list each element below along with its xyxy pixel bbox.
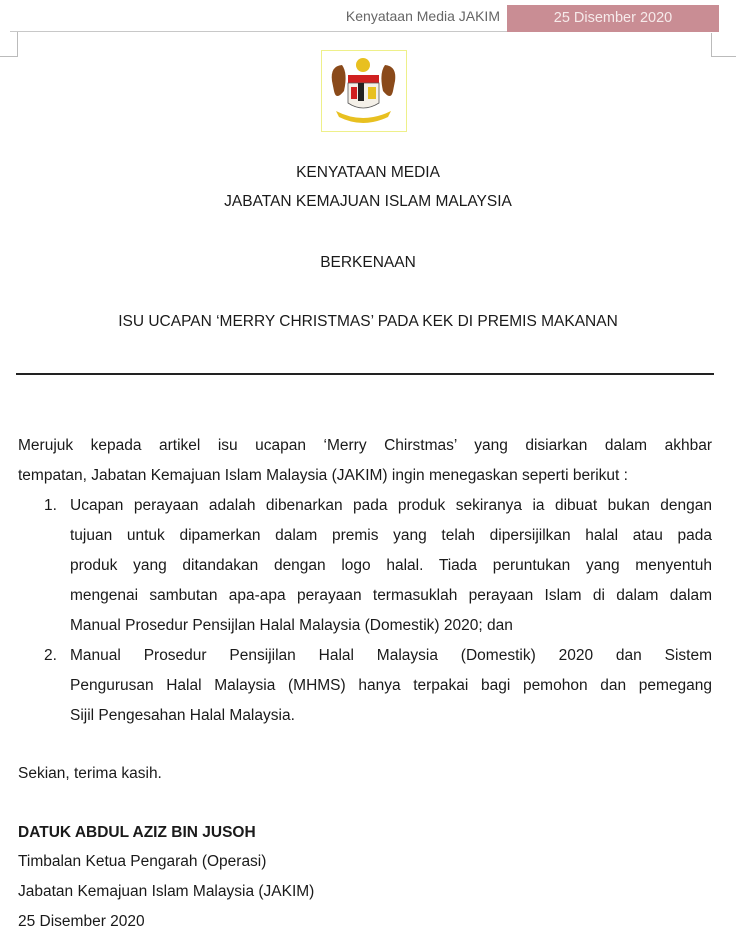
margin-mark-left-h — [0, 56, 18, 57]
title-line-3: BERKENAAN — [320, 254, 416, 271]
list-number: 1. — [44, 497, 57, 514]
header-label: Kenyataan Media JAKIM — [345, 8, 500, 24]
closing-text: Sekian, terima kasih. — [18, 765, 162, 782]
title-line-1: KENYATAAN MEDIA — [296, 164, 440, 181]
margin-mark-right-h — [711, 56, 736, 57]
header-date: 25 Disember 2020 — [507, 5, 719, 32]
signatory-position: Timbalan Ketua Pengarah (Operasi) — [18, 853, 267, 870]
list-item-line: tujuan untuk dipamerkan dalam premis yang telah dipersijilkan halal atau pada — [70, 527, 712, 544]
title-line-4: ISU UCAPAN ‘MERRY CHRISTMAS’ PADA KEK DI PREMIS MAKANAN — [118, 313, 618, 330]
title-line-2: JABATAN KEMAJUAN ISLAM MALAYSIA — [224, 193, 512, 210]
list-item-line: Manual Prosedur Pensijlan Halal Malaysia (Domestik) 2020; dan — [70, 617, 513, 634]
coat-of-arms-logo — [321, 50, 407, 132]
title-divider — [16, 373, 714, 375]
signature-date: 25 Disember 2020 — [18, 913, 145, 930]
signatory-name: DATUK ABDUL AZIZ BIN JUSOH — [18, 824, 256, 841]
list-item-line: Manual Prosedur Pensijilan Halal Malaysia (Domestik) 2020 dan Sistem — [70, 647, 712, 664]
margin-mark-left — [17, 32, 18, 57]
list-item-line: Sijil Pengesahan Halal Malaysia. — [70, 707, 295, 724]
list-item-line: mengenai sambutan apa-apa perayaan termasuklah perayaan Islam di dalam dalam — [70, 587, 712, 604]
margin-mark-right — [711, 33, 712, 57]
list-item-line: produk yang ditandakan dengan logo halal. Tiada peruntukan yang menyentuh — [70, 557, 712, 574]
signatory-org: Jabatan Kemajuan Islam Malaysia (JAKIM) — [18, 883, 315, 900]
header-divider — [10, 31, 507, 32]
list-item-line: Ucapan perayaan adalah dibenarkan pada produk sekiranya ia dibuat bukan dengan — [70, 497, 712, 514]
list-item-line: Pengurusan Halal Malaysia (MHMS) hanya terpakai bagi pemohon dan pemegang — [70, 677, 712, 694]
list-number: 2. — [44, 647, 57, 664]
intro-line: tempatan, Jabatan Kemajuan Islam Malaysia (JAKIM) ingin menegaskan seperti berikut : — [18, 467, 628, 484]
intro-line: Merujuk kepada artikel isu ucapan ‘Merry Chirstmas’ yang disiarkan dalam akhbar — [18, 437, 712, 454]
